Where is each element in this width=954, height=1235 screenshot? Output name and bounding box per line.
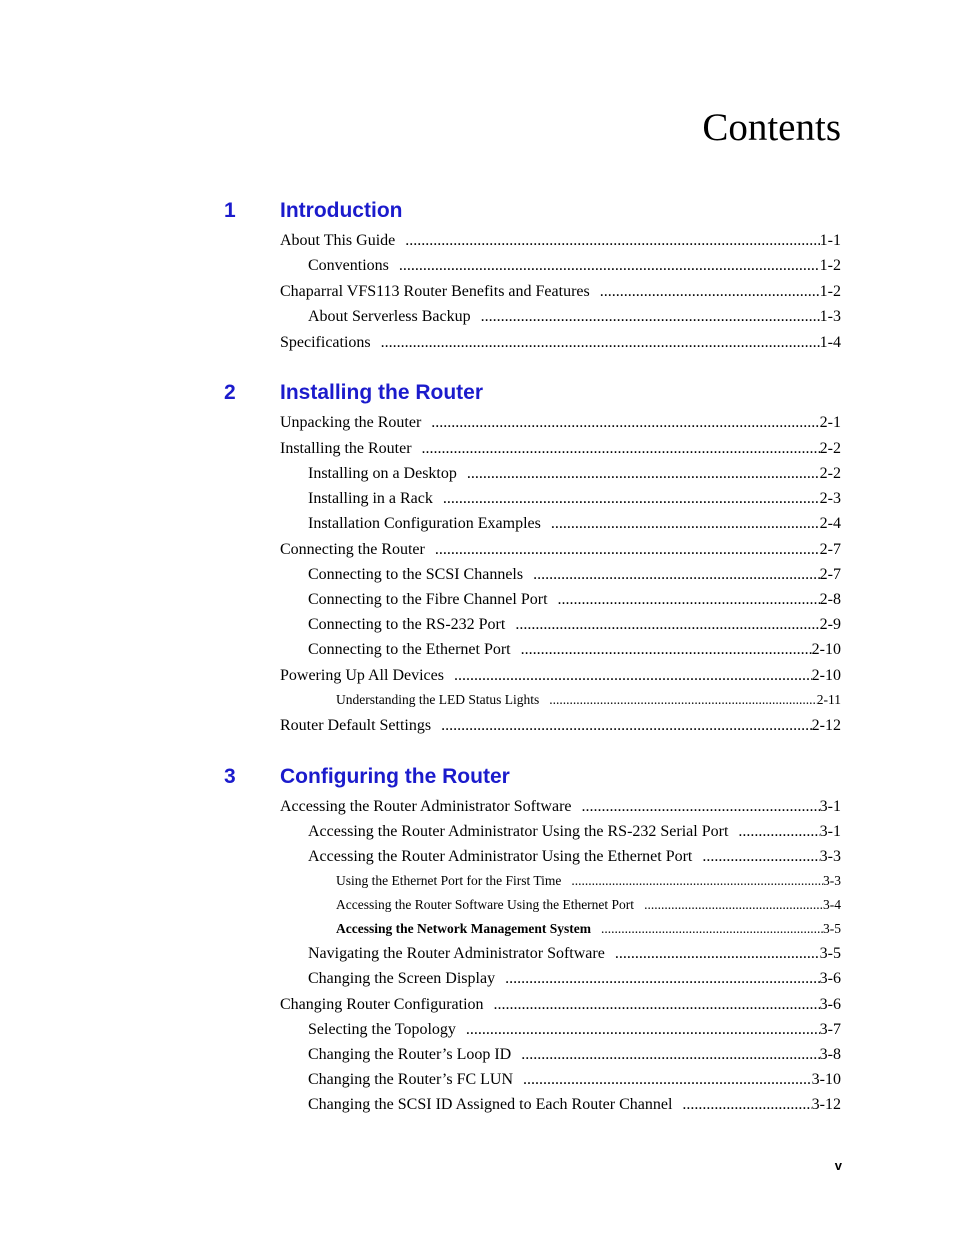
- chapter-number: 1: [224, 199, 236, 222]
- toc-entry-label: Connecting the Router: [280, 541, 425, 558]
- leader-dots: [467, 465, 820, 483]
- toc-entry-label: Understanding the LED Status Lights: [336, 692, 540, 707]
- leader-dots: [558, 591, 820, 609]
- toc-entry-label: Accessing the Router Administrator Using the RS-232 Serial Port: [308, 823, 729, 840]
- toc-entry-page: 2-9: [819, 616, 841, 633]
- toc-entry-page: 2-7: [819, 541, 841, 558]
- toc-entry[interactable]: [308, 465, 841, 490]
- toc-entry-label: Changing the Router’s Loop ID: [308, 1046, 512, 1063]
- toc-entry[interactable]: [308, 566, 841, 591]
- toc-entry-label: Installing the Router: [280, 440, 412, 457]
- toc-entry-label: Changing the Screen Display: [308, 970, 496, 987]
- toc-entry-page: 2-3: [819, 490, 841, 507]
- toc-entry-page: 2-4: [819, 515, 841, 532]
- toc-entry-label: About Serverless Backup: [308, 308, 471, 325]
- leader-dots: [505, 970, 820, 988]
- toc-entry[interactable]: [308, 257, 841, 282]
- page-number: v: [834, 1158, 842, 1173]
- toc-entry-label: Connecting to the Ethernet Port: [308, 641, 511, 658]
- toc-entry-label: Installation Configuration Examples: [308, 515, 541, 532]
- toc-entry-page: 1-3: [819, 308, 841, 325]
- toc-entry[interactable]: [280, 334, 841, 359]
- chapter-number: 3: [224, 765, 236, 788]
- toc-entry-label: Chaparral VFS113 Router Benefits and Features: [280, 283, 590, 300]
- toc-entry[interactable]: [308, 490, 841, 515]
- toc-entry-page: 3-1: [819, 823, 841, 840]
- leader-dots: [431, 414, 819, 432]
- leader-dots: [523, 1071, 812, 1089]
- toc-entry-page: 3-3: [823, 873, 841, 888]
- leader-dots: [533, 566, 820, 584]
- toc-entry-label: Router Default Settings: [280, 717, 432, 734]
- toc-entry[interactable]: [308, 308, 841, 333]
- toc-entry-label: Using the Ethernet Port for the First Time: [336, 873, 562, 888]
- leader-dots: [443, 490, 820, 508]
- leader-dots: [381, 334, 820, 352]
- chapter-title[interactable]: Introduction: [280, 199, 403, 222]
- toc-entry[interactable]: [336, 692, 841, 716]
- toc-entry-page: 2-10: [811, 667, 841, 684]
- toc-entry-page: 3-5: [823, 921, 841, 936]
- toc-entry-label: Changing the Router’s FC LUN: [308, 1071, 514, 1088]
- toc-entry-page: 2-7: [819, 566, 841, 583]
- leader-dots: [682, 1096, 811, 1114]
- toc-entry-page: 3-10: [811, 1071, 841, 1088]
- toc-entry[interactable]: [308, 641, 841, 666]
- toc-entry-label: Accessing the Network Management System: [336, 921, 591, 936]
- chapter-heading[interactable]: [224, 381, 841, 413]
- leader-dots: [601, 921, 823, 937]
- toc-entry[interactable]: [308, 515, 841, 540]
- leader-dots: [466, 1021, 820, 1039]
- toc-entry-label: Specifications: [280, 334, 371, 351]
- toc-entry-label: Connecting to the RS-232 Port: [308, 616, 506, 633]
- toc-entry-label: Selecting the Topology: [308, 1021, 456, 1038]
- toc-entry[interactable]: [280, 798, 841, 823]
- toc-entry-page: 3-3: [819, 848, 841, 865]
- leader-dots: [521, 1046, 819, 1064]
- toc-entry[interactable]: [280, 414, 841, 439]
- toc-entry[interactable]: [280, 541, 841, 566]
- toc-entry-page: 3-5: [819, 945, 841, 962]
- toc-entry[interactable]: [280, 283, 841, 308]
- toc-entry-label: Installing on a Desktop: [308, 465, 457, 482]
- toc-chapter-3: [224, 765, 841, 1121]
- toc-entry[interactable]: [280, 667, 841, 692]
- toc-entry[interactable]: [308, 1071, 841, 1096]
- toc-entry[interactable]: [280, 440, 841, 465]
- chapter-title[interactable]: Installing the Router: [280, 381, 484, 404]
- toc-entry-page: 3-1: [819, 798, 841, 815]
- toc-entry[interactable]: [280, 232, 841, 257]
- toc-entry-page: 1-1: [819, 232, 841, 249]
- chapter-title[interactable]: Configuring the Router: [280, 765, 510, 788]
- toc-entry-label: Changing the SCSI ID Assigned to Each Router Channel: [308, 1096, 673, 1113]
- toc-entry-page: 2-8: [819, 591, 841, 608]
- toc-entry[interactable]: [308, 616, 841, 641]
- toc-entry[interactable]: [280, 717, 841, 742]
- toc-entry-page: 3-6: [819, 970, 841, 987]
- leader-dots: [441, 717, 812, 735]
- toc-entry-label: Conventions: [308, 257, 389, 274]
- toc-entry-label: Accessing the Router Administrator Software: [280, 798, 572, 815]
- toc-chapter-1: [224, 199, 841, 359]
- toc-entry[interactable]: [308, 591, 841, 616]
- toc-entry-label: Installing in a Rack: [308, 490, 433, 507]
- chapter-heading[interactable]: [224, 199, 841, 231]
- leader-dots: [582, 798, 820, 816]
- toc-entry[interactable]: [308, 1046, 841, 1071]
- leader-dots: [551, 515, 820, 533]
- toc-entry-page: 3-7: [819, 1021, 841, 1038]
- toc-entry-page: 1-2: [819, 257, 841, 274]
- toc-entry-page: 1-4: [819, 334, 841, 351]
- toc-entry-page: 3-8: [819, 1046, 841, 1063]
- leader-dots: [454, 667, 812, 685]
- leader-dots: [644, 897, 823, 913]
- toc-entry-label: Powering Up All Devices: [280, 667, 444, 684]
- toc-entry[interactable]: [308, 1096, 841, 1121]
- page-title: Contents: [702, 106, 841, 149]
- toc-entry[interactable]: [308, 970, 841, 995]
- leader-dots: [702, 848, 819, 866]
- toc-entry[interactable]: [308, 945, 841, 970]
- leader-dots: [481, 308, 820, 326]
- leader-dots: [399, 257, 820, 275]
- toc-entry-page: 3-6: [819, 996, 841, 1013]
- toc-entry-label: Connecting to the Fibre Channel Port: [308, 591, 548, 608]
- toc-entry[interactable]: [308, 823, 841, 848]
- toc-entry-label: Unpacking the Router: [280, 414, 422, 431]
- chapter-heading[interactable]: [224, 765, 841, 797]
- leader-dots: [549, 692, 817, 708]
- leader-dots: [600, 283, 820, 301]
- leader-dots: [738, 823, 819, 841]
- toc-entry-label: Accessing the Router Administrator Using the Ethernet Port: [308, 848, 693, 865]
- toc-entry-page: 1-2: [819, 283, 841, 300]
- toc-chapter-2: [224, 381, 841, 742]
- toc-entry-page: 2-1: [819, 414, 841, 431]
- toc-entry-page: 2-12: [811, 717, 841, 734]
- leader-dots: [615, 945, 820, 963]
- toc-entry-label: Navigating the Router Administrator Software: [308, 945, 605, 962]
- toc-entry-page: 2-2: [819, 465, 841, 482]
- leader-dots: [571, 873, 823, 889]
- toc-entry-page: 2-11: [816, 692, 841, 707]
- toc-entry-label: Accessing the Router Software Using the Ethernet Port: [336, 897, 635, 912]
- toc-entry-label: Connecting to the SCSI Channels: [308, 566, 524, 583]
- chapter-number: 2: [224, 381, 236, 404]
- leader-dots: [494, 996, 820, 1014]
- toc-entry-page: 3-4: [823, 897, 841, 912]
- toc-entry-page: 3-12: [811, 1096, 841, 1113]
- toc-entry-label: About This Guide: [280, 232, 396, 249]
- toc-entry[interactable]: [336, 921, 841, 945]
- leader-dots: [435, 541, 820, 559]
- leader-dots: [521, 641, 812, 659]
- leader-dots: [405, 232, 819, 250]
- toc-entry-label: Changing Router Configuration: [280, 996, 484, 1013]
- toc-entry[interactable]: [336, 897, 841, 921]
- toc-entry[interactable]: [308, 848, 841, 873]
- toc-entry-page: 2-2: [819, 440, 841, 457]
- toc-entry-page: 2-10: [811, 641, 841, 658]
- toc-entry[interactable]: [280, 996, 841, 1021]
- toc-entry[interactable]: [336, 873, 841, 897]
- toc-entry[interactable]: [308, 1021, 841, 1046]
- leader-dots: [422, 440, 820, 458]
- leader-dots: [515, 616, 819, 634]
